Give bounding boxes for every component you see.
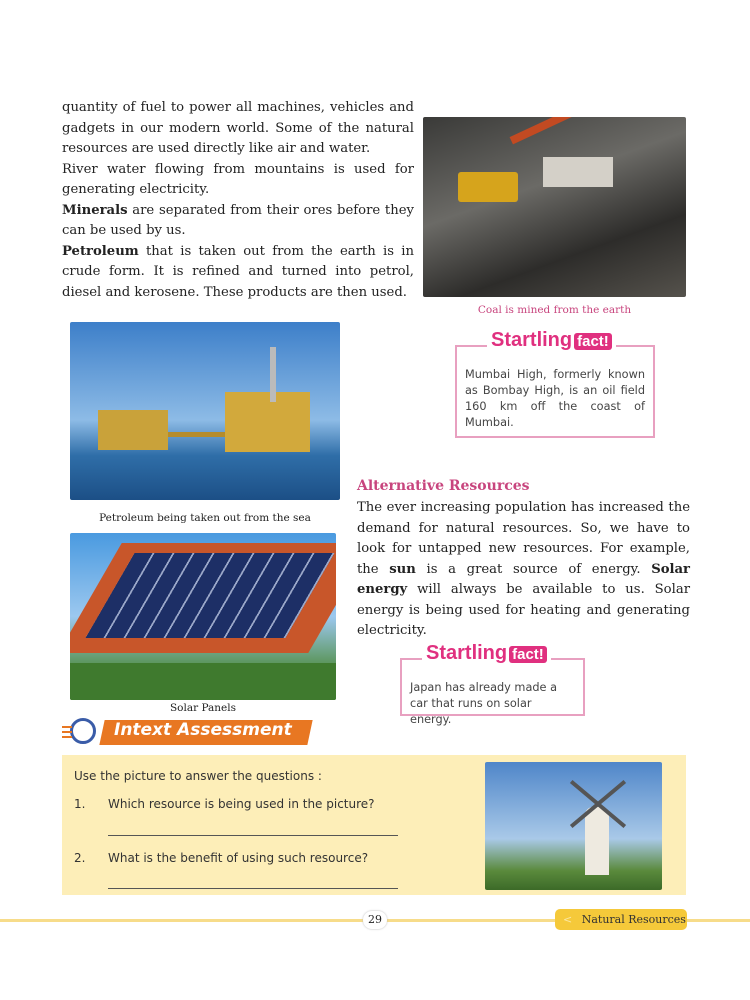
question-text: Which resource is being used in the picture? — [108, 797, 375, 811]
question-number: 2. — [74, 851, 86, 865]
paragraph: quantity of fuel to power all machines, vehicles and gadgets in our modern world. Some of the natural resources are used directly like air and water. — [62, 100, 414, 156]
chapter-title: Natural Resources — [581, 913, 686, 926]
question-number: 1. — [74, 797, 86, 811]
startling-fact-box — [455, 329, 655, 438]
answer-line[interactable] — [108, 835, 398, 836]
fact-title: Startling fact! — [422, 645, 551, 663]
assessment-box — [62, 755, 686, 895]
paragraph: Minerals are separated from their ores before they can be used by us. — [62, 202, 414, 238]
coal-caption: Coal is mined from the earth — [477, 304, 632, 316]
petroleum-caption: Petroleum being taken out from the sea — [99, 512, 311, 524]
solar-panels-photo — [70, 533, 336, 700]
chapter-badge — [555, 909, 687, 930]
assessment-title: Intext Assessment — [114, 720, 292, 740]
fact-title: Startling fact! — [487, 332, 616, 350]
intro-text — [62, 98, 414, 303]
fact-text: Mumbai High, formerly known as Bombay High, is an oil field 160 km off the coast of Mumbai. — [465, 368, 645, 429]
magnifier-checklist-icon — [62, 718, 102, 748]
alternative-heading: Alternative Resources — [357, 478, 530, 494]
chevron-left-icon: < — [563, 913, 573, 926]
assessment-instruction: Use the picture to answer the questions : — [74, 769, 322, 783]
alternative-text: The ever increasing population has increased the demand for natural resources. So, we have to look for untapped new resources. For example, the sun is a great source of energy. Solar energy will always be available to us. Solar energy is being used for heating and generating electricity. — [357, 500, 691, 638]
fact-text: Japan has already made a car that runs on solar energy. — [410, 681, 557, 726]
intext-assessment-banner — [62, 718, 310, 746]
oil-rig-photo — [70, 322, 340, 500]
paragraph: Petroleum that is taken out from the earth is in crude form. It is refined and turned into petrol, diesel and kerosene. These products are then used. — [62, 243, 414, 300]
page-number: 29 — [363, 911, 387, 929]
question-text: What is the benefit of using such resource? — [108, 851, 369, 865]
solar-caption: Solar Panels — [169, 702, 237, 714]
paragraph: River water flowing from mountains is used for generating electricity. — [62, 161, 414, 197]
windmill-photo — [485, 762, 662, 890]
startling-fact-box — [400, 642, 585, 726]
coal-mine-photo — [423, 117, 686, 297]
answer-line[interactable] — [108, 888, 398, 889]
